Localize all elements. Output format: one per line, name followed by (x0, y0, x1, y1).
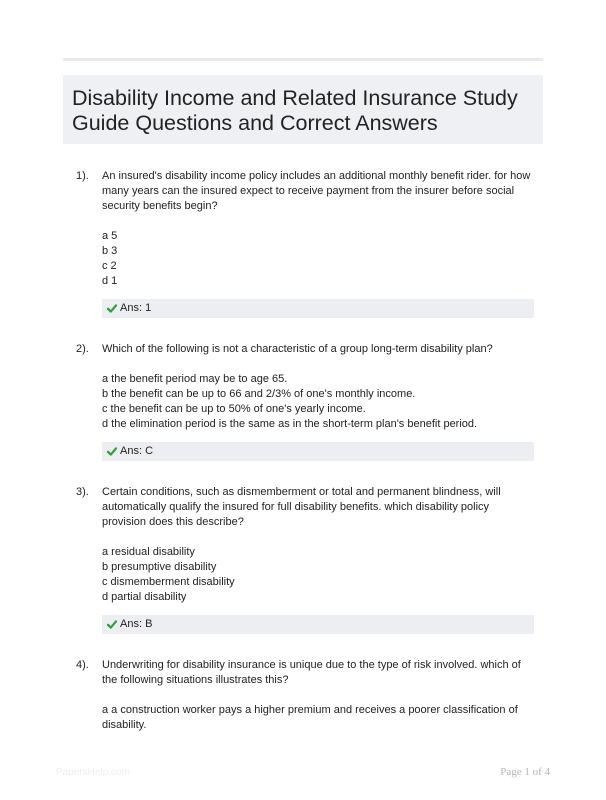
option-list (102, 372, 536, 432)
option-d: d 1 (102, 275, 118, 287)
checkmark-icon (107, 304, 117, 313)
title-banner (63, 75, 543, 144)
option-a: a residual disability (102, 546, 195, 558)
checkmark-icon (107, 447, 117, 456)
option-c: c the benefit can be up to 50% of one's yearly income. (102, 403, 366, 415)
option-b: b presumptive disability (102, 561, 217, 573)
answer-text: Ans: C (120, 445, 154, 457)
answer-text: Ans: 1 (120, 302, 152, 314)
option-b: b 3 (102, 245, 118, 257)
question-number: 3). (76, 486, 89, 498)
page-title: Disability Income and Related Insurance Study Guide Questions and Correct Answers (72, 86, 518, 135)
question-text: Certain conditions, such as dismemberment or total and permanent blindness, will automatically qualify the insured for full disability benefits. which disability policy provision does this describe? (102, 486, 501, 528)
option-b: b the benefit can be up to 66 and 2/3% of one's monthly income. (102, 388, 416, 400)
checkmark-icon (107, 620, 117, 629)
option-a: a a construction worker pays a higher premium and receives a poorer classification of disability. (102, 704, 518, 731)
answer-box-2 (102, 442, 534, 461)
question-number: 2). (76, 343, 89, 355)
option-c: c 2 (102, 260, 117, 272)
answer-text: Ans: B (120, 618, 153, 630)
question-number: 4). (76, 659, 89, 671)
question-text: Which of the following is not a characteristic of a group long-term disability plan? (102, 343, 493, 355)
option-d: d partial disability (102, 591, 187, 603)
question-text: An insured's disability income policy includes an additional monthly benefit rider. for how many years can the insured expect to receive payment from the insurer before social security benefits begin? (102, 170, 531, 212)
watermark-text: PapersHelp.com (56, 767, 130, 778)
option-list (102, 229, 536, 289)
option-list (102, 703, 536, 733)
option-a: a the benefit period may be to age 65. (102, 373, 288, 385)
top-divider (63, 58, 543, 61)
page-indicator: Page 1 of 4 (500, 766, 550, 778)
question-text: Underwriting for disability insurance is unique due to the type of risk involved. which of the following situations illustrates this? (102, 659, 521, 686)
question-number: 1). (76, 170, 89, 182)
option-list (102, 545, 536, 605)
option-a: a 5 (102, 230, 118, 242)
answer-box-3 (102, 615, 534, 634)
option-c: c dismemberment disability (102, 576, 235, 588)
option-d: d the elimination period is the same as in the short-term plan's benefit period. (102, 418, 478, 430)
answer-box-1 (102, 299, 534, 318)
